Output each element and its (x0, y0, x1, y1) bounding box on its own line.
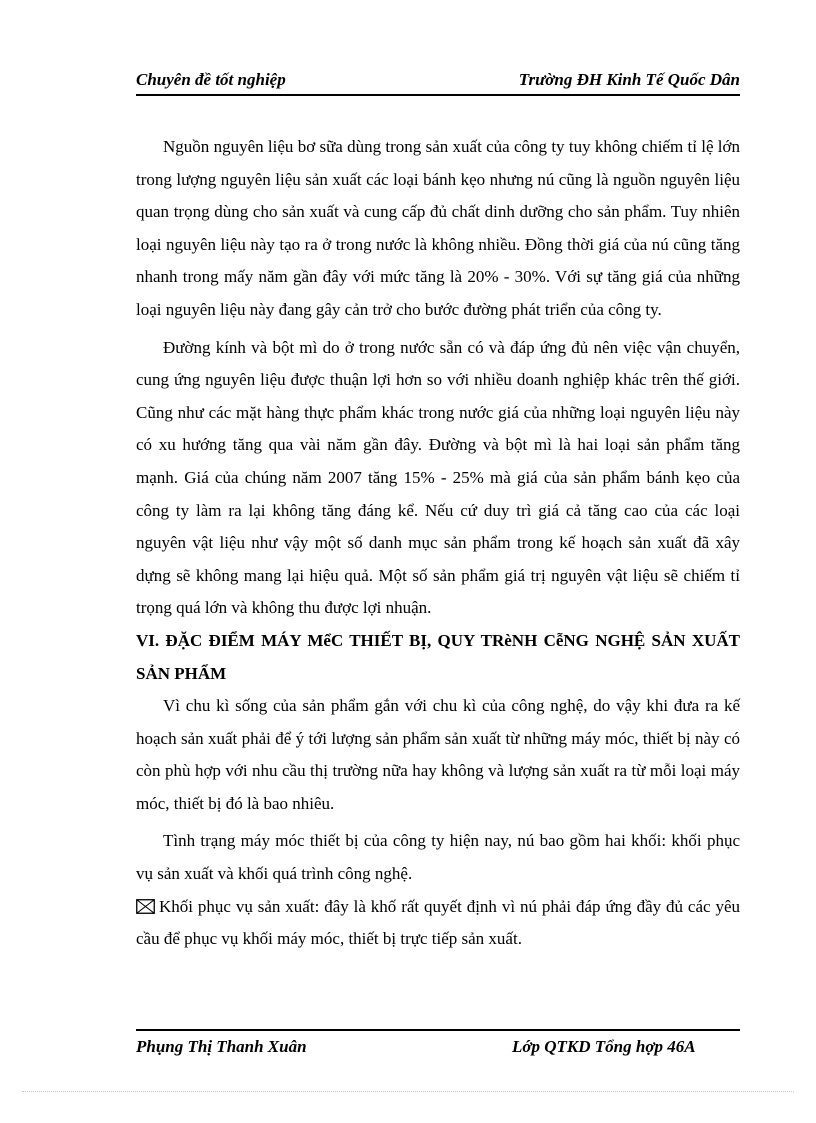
footer-class: Lớp QTKD Tổng hợp 46A (512, 1037, 696, 1056)
document-body (136, 131, 740, 956)
paragraph-sugar-flour: Đường kính và bột mì do ở trong nước sẵn có và đáp ứng đủ nên việc vận chuyển, cung ứng nguyên liệu được thuận lợi hơn so với nhiều doanh nghiệp khác trên thế giới. Cũng như các mặt hàng thực phẩm khác trong nước giá của những loại nguyên liệu này có xu hướng tăng qua vài năm gần đây. Đường và bột mì là hai loại sản phẩm tăng mạnh. Giá của chúng năm 2007 tăng 15% - 25% mà giá của sản phẩm bánh kẹo của công ty làm ra lại không tăng đáng kể. Nếu cứ duy trì giá cả tăng cao của các loại nguyên vật liệu như vậy một số danh mục sản phẩm trong kế hoạch sản xuất đã xây dựng sẽ không mang lại hiệu quả. Một số sản phẩm giá trị nguyên vật liệu sẽ chiếm tỉ trọng quá lớn và không thu được lợi nhuận. (136, 337, 740, 618)
header-right-title: Trường ĐH Kinh Tế Quốc Dân (518, 70, 740, 89)
checkbox-x-icon (136, 893, 155, 908)
page-header (136, 68, 740, 96)
bullet-text: Khối phục vụ sản xuất: đây là khố rất quyết định vì nú phải đáp ứng đầy đủ các yêu cầu để phục vụ khối máy móc, thiết bị trực tiếp sản xuất. (136, 896, 740, 949)
paragraph-product-lifecycle: Vì chu kì sống của sản phẩm gắn với chu kì của công nghệ, do vậy khi đưa ra kế hoạch sản xuất phải để ý tới lượng sản phẩm sản xuất từ những máy móc, thiết bị này có còn phù hợp với nhu cầu thị trường nữa hay không và lượng sản xuất ra từ mỗi loại máy móc, thiết bị đó là bao nhiêu. (136, 696, 740, 813)
page-bottom-divider (22, 1091, 794, 1092)
paragraph-butter-milk: Nguồn nguyên liệu bơ sữa dùng trong sản xuất của công ty tuy không chiếm tỉ lệ lớn trong lượng nguyên liệu sản xuất các loại bánh kẹo nhưng nú cũng là nguồn nguyên liệu quan trọng dùng cho sản xuất và cung cấp đủ chất dinh dưỡng cho sản phẩm. Tuy nhiên loại nguyên liệu này tạo ra ở trong nước là không nhiều. Đồng thời giá của nú cũng tăng nhanh trong mấy năm gần đây với mức tăng là 20% - 30%. Với sự tăng giá của những loại nguyên liệu này đang gây cản trở cho bước đường phát triển của công ty. (136, 137, 740, 319)
page-footer (136, 1029, 740, 1061)
section-heading: VI. ĐẶC ĐIỂM MÁY MểC THIẾT BỊ, QUY TRèNH CễNG NGHỆ SẢN XUẤT SẢN PHẨM (136, 630, 740, 683)
footer-author: Phụng Thị Thanh Xuân (136, 1037, 307, 1056)
paragraph-equipment-status: Tình trạng máy móc thiết bị của công ty hiện nay, nú bao gồm hai khối: khối phục vụ sản xuất và khối quá trình công nghệ. (136, 831, 740, 884)
header-left-title: Chuyên đề tốt nghiệp (136, 70, 286, 89)
bullet-item (136, 891, 740, 956)
